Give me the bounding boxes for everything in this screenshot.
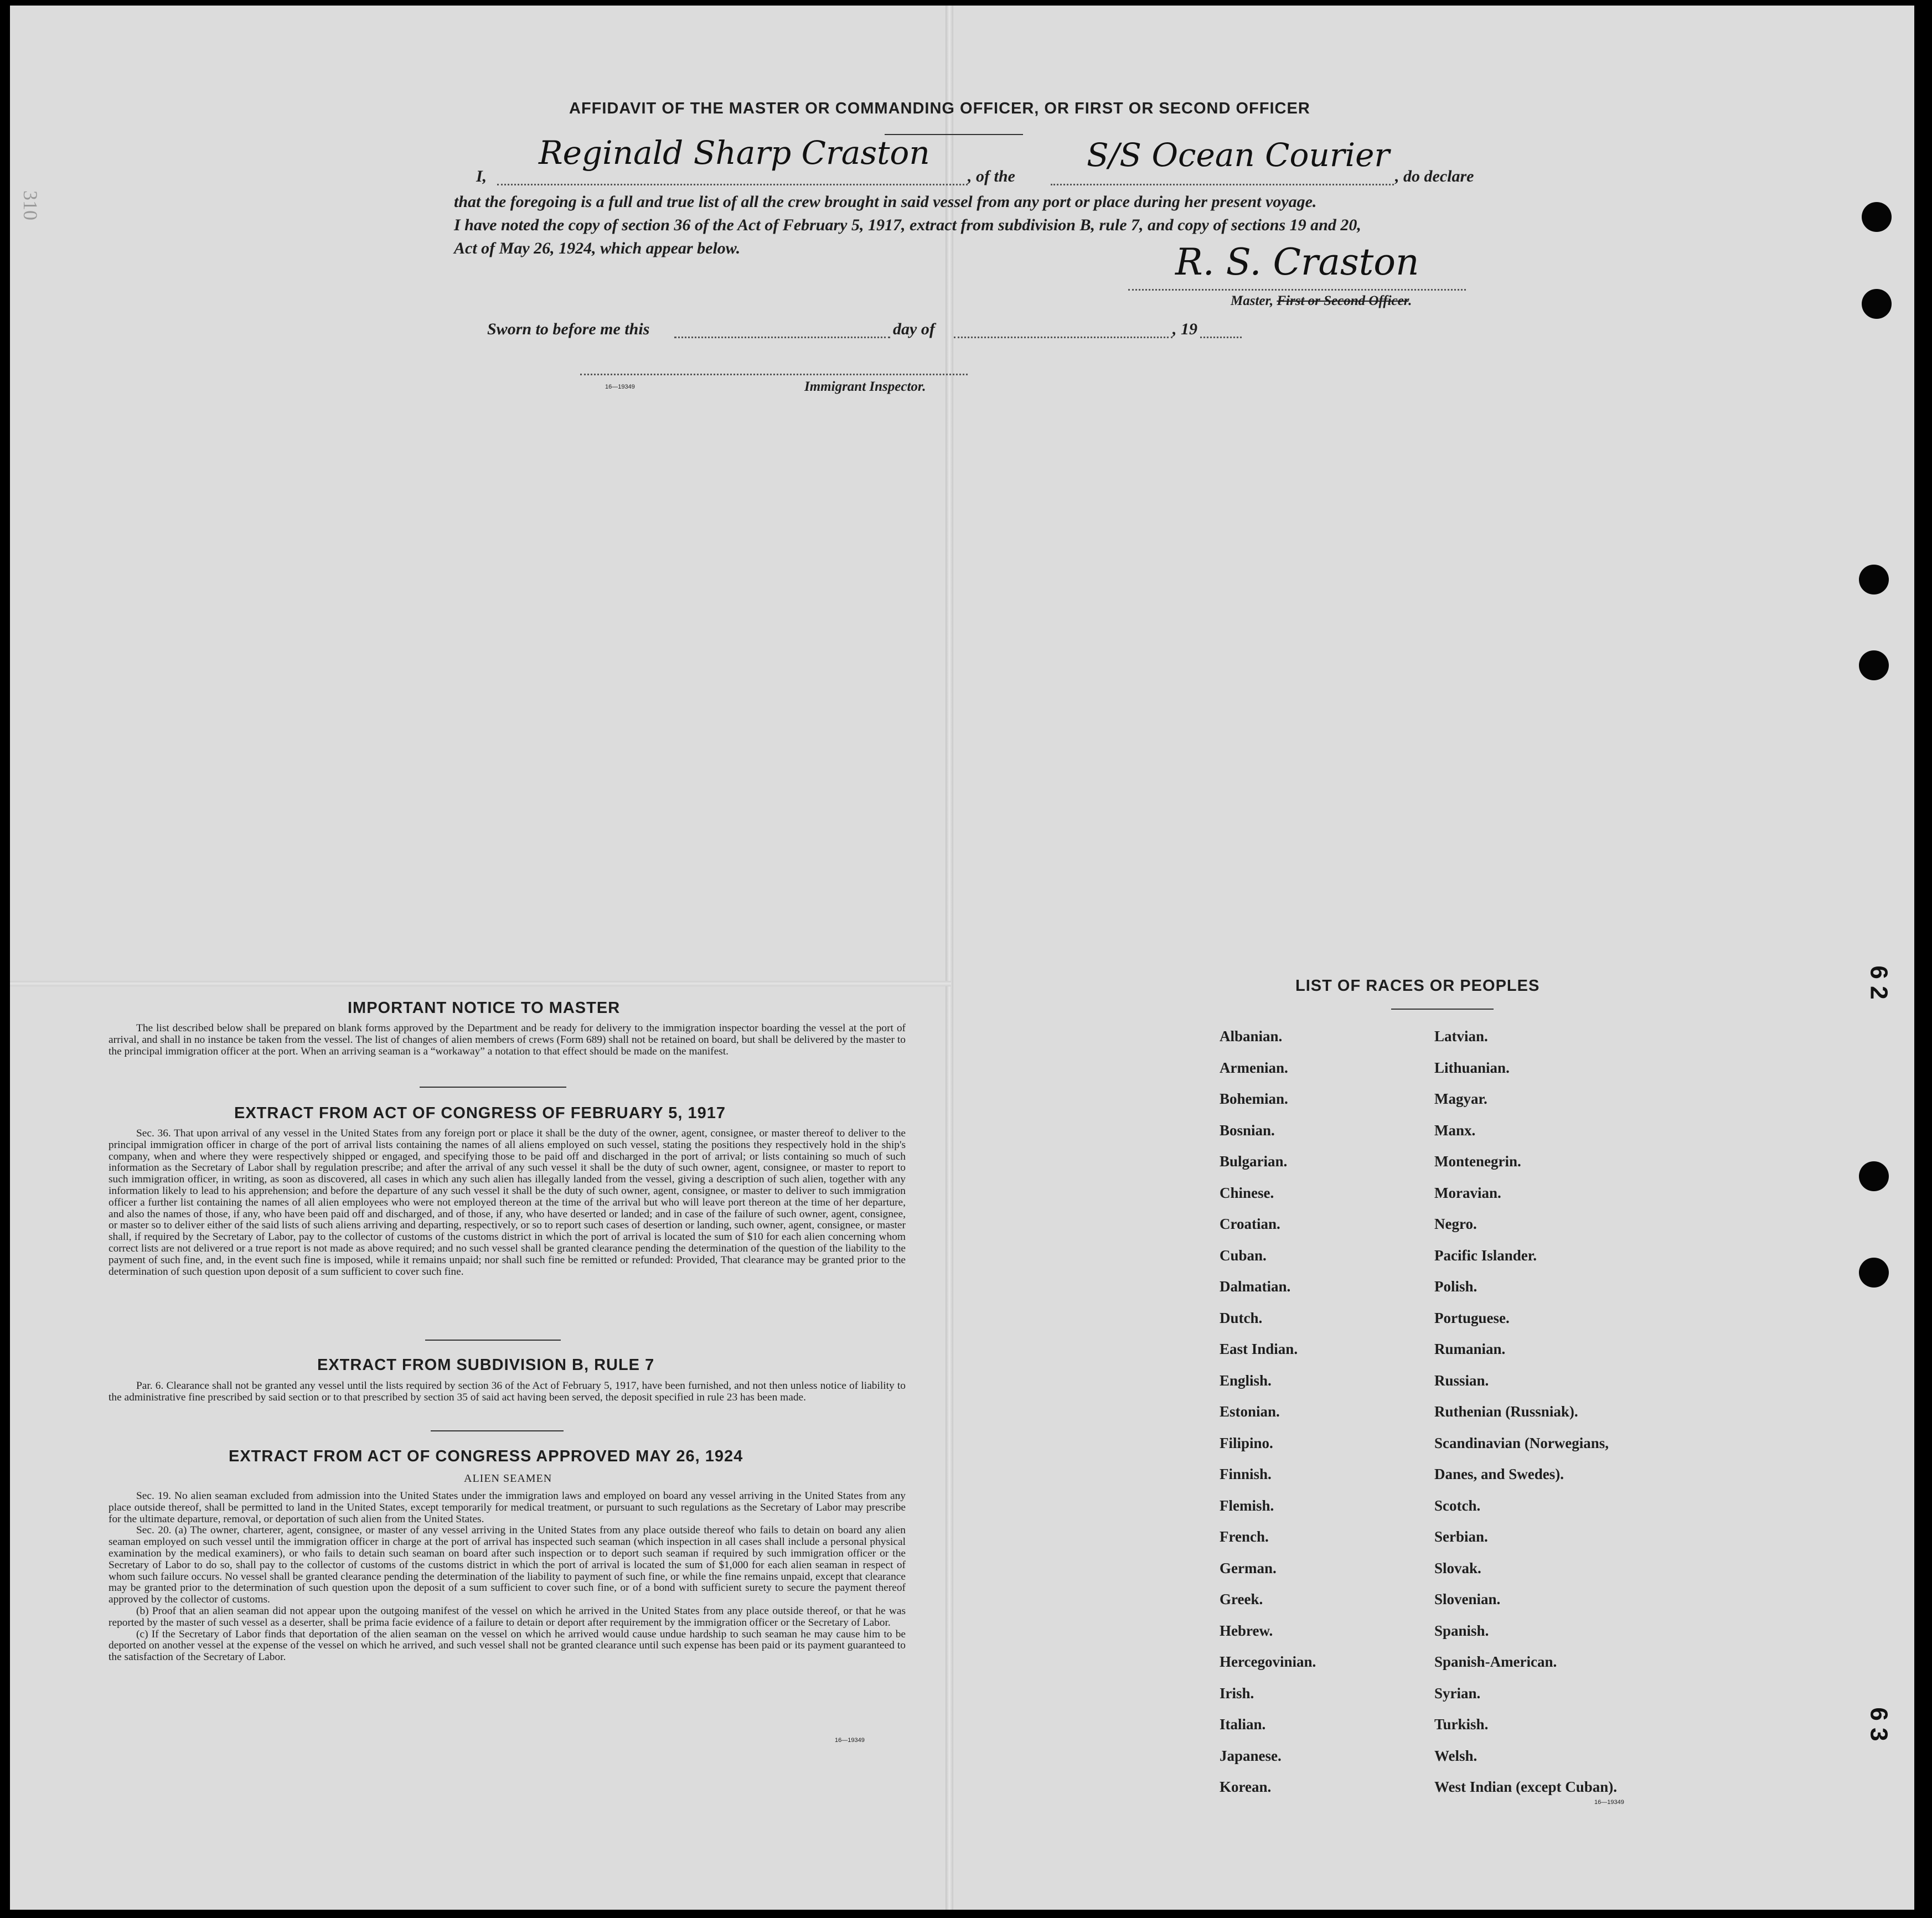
race-item: Hercegovinian. bbox=[1220, 1653, 1316, 1670]
divider-3 bbox=[431, 1430, 564, 1431]
notice-text bbox=[109, 1023, 906, 1057]
race-item: Magyar. bbox=[1434, 1090, 1487, 1107]
race-item: Spanish. bbox=[1434, 1622, 1489, 1639]
master-label: Master, bbox=[1231, 293, 1274, 308]
race-item: Rumanian. bbox=[1434, 1341, 1506, 1357]
race-item: Italian. bbox=[1220, 1716, 1266, 1733]
sworn-month-line bbox=[954, 337, 1172, 338]
race-item: English. bbox=[1220, 1372, 1272, 1389]
races-divider bbox=[1391, 1009, 1494, 1010]
race-item: Moravian. bbox=[1434, 1184, 1501, 1201]
race-item: Syrian. bbox=[1434, 1684, 1481, 1702]
race-item: Dutch. bbox=[1220, 1309, 1263, 1326]
race-item: Latvian. bbox=[1434, 1028, 1488, 1045]
day-of-label: day of bbox=[893, 320, 935, 338]
punch-hole bbox=[1862, 202, 1892, 232]
races-left-column bbox=[1220, 1028, 1419, 1811]
punch-hole bbox=[1859, 1258, 1889, 1288]
race-item: Slovak. bbox=[1434, 1559, 1481, 1576]
inspector-signature-line bbox=[580, 374, 968, 375]
rule-7-paragraph: Par. 6. Clearance shall not be granted any vessel until the lists required by section 36 of the Act of February 5, 1917, have been furnished, and not then unless notice of liability to the administrative fine prescribed by said section or to that prescribed by section 35 of said act having been served, the deposit specified in rule 23 has been made. bbox=[109, 1380, 906, 1403]
race-item: Filipino. bbox=[1220, 1434, 1273, 1451]
race-item: Japanese. bbox=[1220, 1747, 1282, 1764]
race-item: Bohemian. bbox=[1220, 1090, 1288, 1107]
affidavit-title: AFFIDAVIT OF THE MASTER OR COMMANDING OFFICER, OR FIRST OR SECOND OFFICER bbox=[569, 100, 1310, 117]
vessel-line bbox=[1051, 184, 1394, 185]
race-item: Lithuanian. bbox=[1434, 1059, 1510, 1076]
race-item: Bosnian. bbox=[1220, 1121, 1275, 1139]
race-item: Irish. bbox=[1220, 1684, 1254, 1702]
section-20b: (b) Proof that an alien seaman did not appear upon the outgoing manifest of the vessel on which he arrived in the United States from any place outside thereof, or that he was reported by the master of such vessel as a deserter, shall be prima facie evidence of a failure to detain or deport after requirement by the immigration officer or the Secretary of Labor. bbox=[109, 1605, 906, 1629]
race-item: Ruthenian (Russniak). bbox=[1434, 1403, 1578, 1420]
punch-hole bbox=[1859, 565, 1889, 594]
race-item: Negro. bbox=[1434, 1216, 1477, 1232]
extract-1917-title: EXTRACT FROM ACT OF CONGRESS OF FEBRUARY 5, 1917 bbox=[234, 1104, 726, 1122]
affidavit-line-4: Act of May 26, 1924, which appear below. bbox=[454, 239, 741, 257]
section-36: Sec. 36. That upon arrival of any vessel in the United States from any foreign port or place it shall be the duty of the owner, agent, consignee, or master thereof to deliver to the principal immigration officer in charge of the port of arrival lists containing the names of all aliens employed on such vessel, stating the positions they respectively hold in the ship's company, when and where they were respectively shipped or engaged, and specifying those to be paid off and discharged in the port of arrival; or lists containing so much of such information as the Secretary of Labor shall by regulation prescribe; and after the arrival of any such vessel it shall be the duty of such owner, agent, consignee, or master to report to such immigration officer, in writing, as soon as discovered, all cases in which any such alien has illegally landed from the vessel, giving a description of such alien, together with any information likely to lead to his apprehension; and before the departure of any such vessel it shall be the duty of such owner, agent, consignee, or master to deliver to such immigration officer a further list containing the names of all alien employees who were not employed thereon at the time of the arrival but who will leave port thereon at the time of her departure, and also the names of those, if any, who have been paid off and discharged, and of those, if any, who have deserted or landed; and in case of the failure of such owner, agent, consignee, or master so to deliver either of the said lists of such aliens arriving and departing, respectively, or so to report such cases of desertion or landing, such owner, agent, consignee, or master shall, if required by the Secretary of Labor, pay to the collector of customs of the customs district in which the port of arrival is located the sum of $10 for each alien concerning whom correct lists are not delivered or a true report is not made as above required; and no such vessel shall be granted clearance pending the determination of the question of the liability to the payment of such fine, and, in the event such fine is imposed, while it remains unpaid; nor shall such fine be remitted or refunded: Provided, That clearance may be granted prior to the determination of such question upon deposit of a sum sufficient to cover such fine. bbox=[109, 1128, 906, 1278]
race-item: German. bbox=[1220, 1559, 1277, 1576]
race-item: Bulgarian. bbox=[1220, 1153, 1288, 1170]
do-declare-label: , do declare bbox=[1395, 167, 1474, 185]
races-form-number: 16—19349 bbox=[1594, 1799, 1624, 1806]
race-item: Flemish. bbox=[1220, 1497, 1274, 1514]
races-title: LIST OF RACES OR PEOPLES bbox=[1295, 977, 1540, 995]
signature-line bbox=[1128, 289, 1466, 291]
race-item: Portuguese. bbox=[1434, 1309, 1510, 1326]
rule-7-text bbox=[109, 1381, 906, 1404]
notice-title: IMPORTANT NOTICE TO MASTER bbox=[348, 999, 621, 1017]
race-item: Turkish. bbox=[1434, 1716, 1489, 1733]
race-item: French. bbox=[1220, 1528, 1269, 1545]
of-the-label: , of the bbox=[968, 167, 1015, 185]
punch-hole bbox=[1859, 1161, 1889, 1191]
race-item: Cuban. bbox=[1220, 1247, 1267, 1264]
race-item: Greek. bbox=[1220, 1591, 1263, 1607]
margin-stamp-2: 6 3 bbox=[1865, 1707, 1893, 1741]
race-item: Welsh. bbox=[1434, 1747, 1478, 1764]
race-item: Dalmatian. bbox=[1220, 1278, 1291, 1295]
extract-1924-title: EXTRACT FROM ACT OF CONGRESS APPROVED MAY 26, 1924 bbox=[229, 1447, 743, 1465]
vessel-name-handwritten: S/S Ocean Courier bbox=[1087, 136, 1390, 174]
struck-officer-label: First or Second Officer bbox=[1277, 293, 1409, 308]
race-item: Polish. bbox=[1434, 1278, 1478, 1295]
race-item: Croatian. bbox=[1220, 1216, 1280, 1232]
race-item: Serbian. bbox=[1434, 1528, 1488, 1545]
officer-title-end: . bbox=[1408, 293, 1412, 308]
divider-1 bbox=[420, 1087, 566, 1088]
section-20c: (c) If the Secretary of Labor finds that deportation of the alien seaman on the vessel on which he arrived would cause undue hardship to such seaman he may cause him to be deported on another vessel at the expense of the vessel on which he arrived, and such vessel shall not be granted clearance until such expense has been paid or its payment guaranteed to the satisfaction of the Secretary of Labor. bbox=[109, 1628, 906, 1663]
top-left-mark: 310 bbox=[19, 190, 42, 220]
section-19: Sec. 19. No alien seaman excluded from admission into the United States under the immigration laws and employed on board any vessel arriving in the United States from any place outside thereof, shall be permitted to land in the United States, except temporarily for medical treatment, or pursuant to such regulations as the Secretary of Labor may prescribe for the ultimate departure, removal, or deportation of such alien from the United States. bbox=[109, 1490, 906, 1525]
extract-1917-text bbox=[109, 1128, 906, 1278]
race-item: Armenian. bbox=[1220, 1059, 1288, 1076]
race-item: Scotch. bbox=[1434, 1497, 1481, 1514]
race-item: Pacific Islander. bbox=[1434, 1247, 1537, 1264]
race-item: Albanian. bbox=[1220, 1028, 1283, 1045]
race-item: Danes, and Swedes). bbox=[1434, 1466, 1564, 1482]
inspector-label: Immigrant Inspector. bbox=[804, 379, 926, 394]
affidavit-line-2: that the foregoing is a full and true list of all the crew brought in said vessel from any port or place during her present voyage. bbox=[454, 193, 1317, 211]
affidavit-line-3: I have noted the copy of section 36 of the Act of February 5, 1917, extract from subdivision B, rule 7, and copy of sections 19 and 20, bbox=[454, 216, 1361, 234]
race-item: Manx. bbox=[1434, 1121, 1476, 1139]
race-item: Scandinavian (Norwegians, bbox=[1434, 1434, 1609, 1451]
sworn-label: Sworn to before me this bbox=[487, 320, 650, 338]
punch-hole bbox=[1859, 650, 1889, 680]
sworn-day-line bbox=[674, 337, 890, 338]
document-page bbox=[10, 6, 1914, 1910]
race-item: East Indian. bbox=[1220, 1341, 1298, 1357]
master-signature: R. S. Craston bbox=[1175, 241, 1419, 283]
section-20a: Sec. 20. (a) The owner, charterer, agent, consignee, or master of any vessel arriving in the United States from any place outside thereof who fails to detain on board any alien seaman employed on such vessel until the immigration officer in charge at the port of arrival has inspected such seaman (which inspection in all cases shall include a personal physical examination by the medical examiners), or who fails to detain such seaman on board after such inspection or to deport such seaman if required by such immigration officer or the Secretary of Labor to do so, shall pay to the collector of customs of the customs district in which the port of arrival is located the sum of $1,000 for each alien seaman in respect of whom such failure occurs. No vessel shall be granted clearance pending the determination of the liability to payment of such fine, or while the fine remains unpaid, except that clearance may be granted prior to the determination of such question upon the deposit of a sum sufficient to cover such fine, or of a bond with sufficient surety to secure the payment thereof approved by the collector of customs. bbox=[109, 1524, 906, 1606]
race-item: Russian. bbox=[1434, 1372, 1489, 1389]
affidavit-i-label: I, bbox=[476, 167, 487, 185]
race-item: Montenegrin. bbox=[1434, 1153, 1521, 1170]
race-item: Finnish. bbox=[1220, 1466, 1272, 1482]
race-item: Korean. bbox=[1220, 1779, 1272, 1795]
name-line bbox=[497, 184, 968, 185]
horizontal-fold bbox=[10, 981, 951, 986]
officer-title bbox=[1231, 293, 1412, 309]
race-item: Chinese. bbox=[1220, 1184, 1274, 1201]
notice-paragraph: The list described below shall be prepared on blank forms approved by the Department and be ready for delivery to the immigration inspector boarding the vessel at the port of arrival, and shall in no instance be taken from the vessel. The list of changes of alien members of crews (Form 689) shall not be retained on board, but shall be delivered by the master to the principal immigration officer at the port. When an arriving seaman is a “workaway” a notation to that effect should be made on the manifest. bbox=[109, 1022, 906, 1057]
alien-seamen-subtitle: ALIEN SEAMEN bbox=[464, 1472, 552, 1485]
year-line bbox=[1200, 337, 1242, 338]
divider-2 bbox=[425, 1340, 561, 1341]
races-right-column bbox=[1434, 1028, 1678, 1811]
center-fold bbox=[946, 6, 953, 1910]
rule-7-title: EXTRACT FROM SUBDIVISION B, RULE 7 bbox=[317, 1356, 655, 1374]
race-item: Spanish-American. bbox=[1434, 1653, 1557, 1670]
extract-form-number: 16—19349 bbox=[835, 1737, 865, 1744]
punch-hole bbox=[1862, 289, 1892, 319]
affidavit-form-number: 16—19349 bbox=[605, 384, 635, 390]
margin-stamp-1: 6 2 bbox=[1865, 965, 1893, 1000]
master-name-handwritten: Reginald Sharp Craston bbox=[539, 134, 930, 172]
race-item: Slovenian. bbox=[1434, 1591, 1501, 1607]
race-item: Estonian. bbox=[1220, 1403, 1280, 1420]
extract-1924-text bbox=[109, 1491, 906, 1663]
race-item: Hebrew. bbox=[1220, 1622, 1273, 1639]
year-label: , 19 bbox=[1172, 320, 1197, 338]
race-item: West Indian (except Cuban). bbox=[1434, 1779, 1618, 1795]
